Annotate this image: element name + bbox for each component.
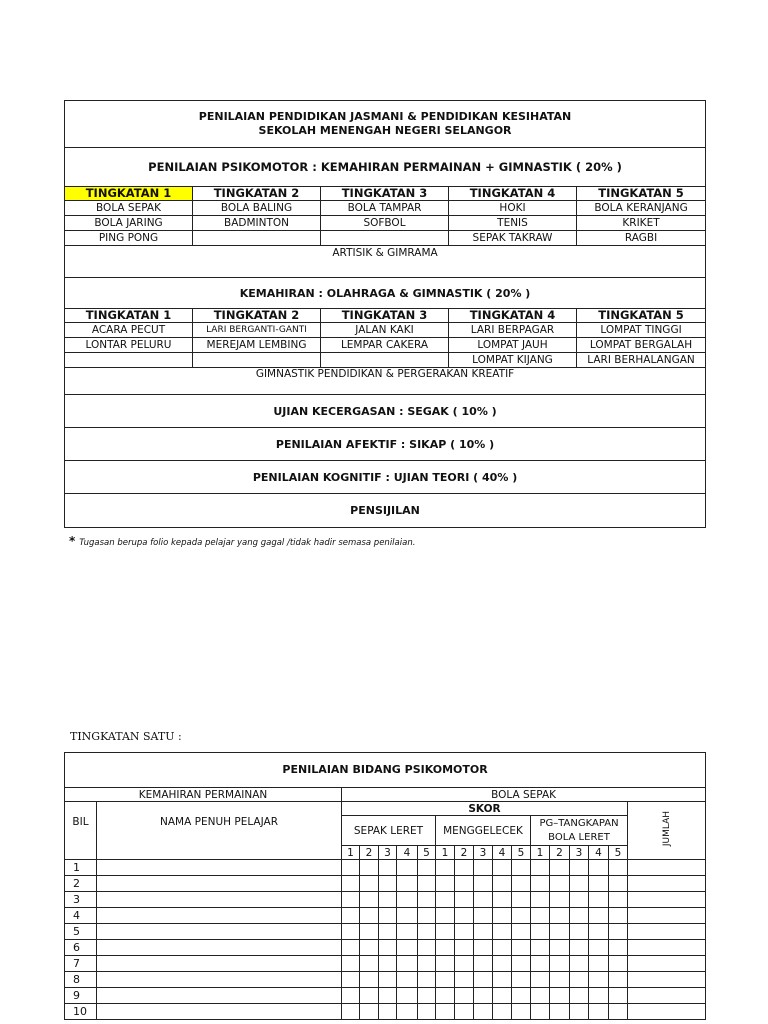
score-cell[interactable] (379, 924, 397, 940)
score-cell[interactable] (379, 988, 397, 1004)
total-cell[interactable] (628, 876, 706, 892)
score-cell[interactable] (342, 956, 360, 972)
table-row (65, 860, 706, 876)
scale-cell: 1 (531, 846, 550, 860)
game-cell: SEPAK TAKRAW (449, 231, 577, 246)
score-cell[interactable] (379, 908, 397, 924)
total-cell[interactable] (628, 988, 706, 1004)
row-number: 8 (65, 972, 97, 988)
score-cell[interactable] (609, 988, 628, 1004)
score-cell[interactable] (455, 924, 474, 940)
total-cell[interactable] (628, 924, 706, 940)
total-cell[interactable] (628, 1004, 706, 1020)
student-name-cell[interactable] (97, 876, 342, 892)
score-cell[interactable] (609, 892, 628, 908)
score-cell[interactable] (609, 908, 628, 924)
score-cell[interactable] (512, 940, 531, 956)
score-cell[interactable] (474, 1004, 493, 1020)
athletics-cell: LARI BERPAGAR (449, 323, 577, 338)
score-cell[interactable] (436, 988, 455, 1004)
score-cell[interactable] (436, 972, 455, 988)
row-number: 5 (65, 924, 97, 940)
level-header: TINGKATAN 4 (449, 309, 577, 323)
score-cell[interactable] (397, 892, 418, 908)
score-cell[interactable] (570, 1004, 589, 1020)
score-cell[interactable] (512, 908, 531, 924)
game-cell: BOLA JARING (65, 216, 193, 231)
game-cell (321, 231, 449, 246)
score-cell[interactable] (609, 940, 628, 956)
score-cell[interactable] (379, 1004, 397, 1020)
score-cell[interactable] (550, 892, 570, 908)
score-cell[interactable] (589, 860, 609, 876)
scale-cell: 3 (570, 846, 589, 860)
score-cell[interactable] (418, 908, 436, 924)
game-cell: BOLA BALING (193, 201, 321, 216)
score-cell[interactable] (418, 972, 436, 988)
asterisk: * (69, 534, 76, 548)
score-cell[interactable] (570, 924, 589, 940)
student-name-cell[interactable] (97, 940, 342, 956)
athletics-cell: MEREJAM LEMBING (193, 338, 321, 353)
score-cell[interactable] (531, 876, 550, 892)
score-cell[interactable] (360, 972, 379, 988)
score-cell[interactable] (550, 988, 570, 1004)
score-cell[interactable] (397, 972, 418, 988)
score-cell[interactable] (342, 940, 360, 956)
game-cell: BADMINTON (193, 216, 321, 231)
score-cell[interactable] (455, 892, 474, 908)
scale-cell: 4 (589, 846, 609, 860)
level-header: TINGKATAN 5 (577, 309, 706, 323)
score-cell[interactable] (493, 988, 512, 1004)
athletics-cell: LOMPAT BERGALAH (577, 338, 706, 353)
games-row (65, 231, 706, 246)
total-cell[interactable] (628, 972, 706, 988)
game-cell: RAGBI (577, 231, 706, 246)
score-cell[interactable] (455, 940, 474, 956)
skill-label: KEMAHIRAN PERMAINAN (65, 788, 342, 802)
game-cell: SOFBOL (321, 216, 449, 231)
game-cell: KRIKET (577, 216, 706, 231)
score-cell[interactable] (360, 892, 379, 908)
bil-header: BIL (65, 802, 97, 860)
level-header: TINGKATAN 2 (193, 309, 321, 323)
score-cell[interactable] (589, 908, 609, 924)
score-cell[interactable] (512, 988, 531, 1004)
score-cell[interactable] (342, 1004, 360, 1020)
scale-cell: 2 (455, 846, 474, 860)
scale-cell: 4 (493, 846, 512, 860)
score-cell[interactable] (397, 924, 418, 940)
score-cell[interactable] (397, 908, 418, 924)
score-cell[interactable] (360, 924, 379, 940)
assessment-table (64, 100, 706, 528)
score-cell[interactable] (360, 860, 379, 876)
row-number: 10 (65, 1004, 97, 1020)
title-line-1: PENILAIAN PENDIDIKAN JASMANI & PENDIDIKAN KESIHATAN (198, 110, 572, 123)
table-row (65, 972, 706, 988)
table-title (65, 101, 706, 148)
score-cell[interactable] (379, 956, 397, 972)
student-name-cell[interactable] (97, 988, 342, 1004)
scale-cell: 2 (550, 846, 570, 860)
total-cell[interactable] (628, 908, 706, 924)
row-number: 2 (65, 876, 97, 892)
scale-cell: 4 (397, 846, 418, 860)
score-cell[interactable] (474, 876, 493, 892)
score-cell[interactable] (418, 940, 436, 956)
row-number: 9 (65, 988, 97, 1004)
score-cell[interactable] (550, 876, 570, 892)
score-cell[interactable] (455, 860, 474, 876)
score-cell[interactable] (493, 876, 512, 892)
total-cell[interactable] (628, 860, 706, 876)
score-cell[interactable] (570, 892, 589, 908)
level-header-row (65, 309, 706, 323)
score-cell[interactable] (418, 988, 436, 1004)
score-cell[interactable] (609, 924, 628, 940)
score-cell[interactable] (360, 956, 379, 972)
score-cell[interactable] (570, 988, 589, 1004)
score-cell[interactable] (609, 860, 628, 876)
score-cell[interactable] (455, 876, 474, 892)
student-name-cell[interactable] (97, 908, 342, 924)
total-cell[interactable] (628, 956, 706, 972)
score-cell[interactable] (418, 860, 436, 876)
athletics-cell (321, 353, 449, 368)
scale-cell: 3 (379, 846, 397, 860)
games-row (65, 201, 706, 216)
score-cell[interactable] (360, 908, 379, 924)
score-cell[interactable] (397, 956, 418, 972)
score-cell[interactable] (493, 956, 512, 972)
score-cell[interactable] (455, 956, 474, 972)
level-header: TINGKATAN 3 (321, 187, 449, 201)
score-cell[interactable] (589, 924, 609, 940)
cognitive-assessment: PENILAIAN KOGNITIF : UJIAN TEORI ( 40% ) (65, 461, 706, 494)
score-cell[interactable] (418, 892, 436, 908)
game-cell: TENIS (449, 216, 577, 231)
score-cell[interactable] (418, 924, 436, 940)
athletics-cell (193, 353, 321, 368)
score-cell[interactable] (512, 1004, 531, 1020)
athletics-cell: JALAN KAKI (321, 323, 449, 338)
score-cell[interactable] (418, 876, 436, 892)
table-row (65, 924, 706, 940)
fitness-test: UJIAN KECERGASAN : SEGAK ( 10% ) (65, 395, 706, 428)
score-cell[interactable] (512, 860, 531, 876)
level-header: TINGKATAN 5 (577, 187, 706, 201)
score-cell[interactable] (609, 956, 628, 972)
score-cell[interactable] (360, 876, 379, 892)
row-number: 4 (65, 908, 97, 924)
level-header: TINGKATAN 4 (449, 187, 577, 201)
score-cell[interactable] (531, 972, 550, 988)
score-cell[interactable] (493, 940, 512, 956)
score-header: SKOR (342, 802, 628, 816)
athletics-cell: LOMPAT KIJANG (449, 353, 577, 368)
athletics-cell: LOMPAT TINGGI (577, 323, 706, 338)
athletics-row (65, 338, 706, 353)
student-rows (65, 860, 706, 1020)
athletics-row (65, 323, 706, 338)
game-cell (193, 231, 321, 246)
athletics-cell: LOMPAT JAUH (449, 338, 577, 353)
score-cell[interactable] (360, 1004, 379, 1020)
certification: PENSIJILAN (65, 494, 706, 528)
score-cell[interactable] (493, 860, 512, 876)
total-header (628, 802, 706, 860)
athletics-cell: LEMPAR CAKERA (321, 338, 449, 353)
score-cell[interactable] (550, 1004, 570, 1020)
score-cell[interactable] (531, 924, 550, 940)
score-cell[interactable] (589, 876, 609, 892)
score-cell[interactable] (512, 956, 531, 972)
score-cell[interactable] (570, 860, 589, 876)
table-row (65, 956, 706, 972)
score-cell[interactable] (589, 892, 609, 908)
student-name-cell[interactable] (97, 1004, 342, 1020)
score-cell[interactable] (550, 940, 570, 956)
score-cell[interactable] (342, 908, 360, 924)
score-cell[interactable] (436, 876, 455, 892)
level-header-row (65, 187, 706, 201)
score-cell[interactable] (379, 940, 397, 956)
game-cell: BOLA TAMPAR (321, 201, 449, 216)
score-cell[interactable] (342, 972, 360, 988)
score-cell[interactable] (589, 940, 609, 956)
score-cell[interactable] (455, 1004, 474, 1020)
table-row (65, 1004, 706, 1020)
table-row (65, 908, 706, 924)
score-cell[interactable] (397, 940, 418, 956)
psikomotor-heading: PENILAIAN PSIKOMOTOR : KEMAHIRAN PERMAINAN + GIMNASTIK ( 20% ) (65, 148, 706, 187)
score-cell[interactable] (474, 924, 493, 940)
form-title: PENILAIAN BIDANG PSIKOMOTOR (65, 753, 706, 788)
footnote (69, 534, 415, 548)
score-cell[interactable] (379, 860, 397, 876)
game-cell: PING PONG (65, 231, 193, 246)
score-form-table (64, 752, 706, 1020)
level-header: TINGKATAN 2 (193, 187, 321, 201)
score-cell[interactable] (531, 908, 550, 924)
score-cell[interactable] (379, 892, 397, 908)
athletics-cell: ACARA PECUT (65, 323, 193, 338)
score-cell[interactable] (550, 860, 570, 876)
title-line-2: SEKOLAH MENENGAH NEGERI SELANGOR (258, 124, 512, 137)
row-number: 7 (65, 956, 97, 972)
game-cell: HOKI (449, 201, 577, 216)
score-cell[interactable] (570, 940, 589, 956)
score-cell[interactable] (531, 860, 550, 876)
score-cell[interactable] (550, 972, 570, 988)
score-cell[interactable] (512, 972, 531, 988)
skill-group-header: SEPAK LERET (342, 816, 436, 846)
athletics-heading: KEMAHIRAN : OLAHRAGA & GIMNASTIK ( 20% ) (65, 278, 706, 309)
score-cell[interactable] (512, 924, 531, 940)
score-cell[interactable] (455, 972, 474, 988)
scale-cell: 5 (512, 846, 531, 860)
score-cell[interactable] (474, 860, 493, 876)
score-cell[interactable] (360, 988, 379, 1004)
score-cell[interactable] (474, 956, 493, 972)
score-cell[interactable] (397, 876, 418, 892)
skill-group-header: PG–TANGKAPAN BOLA LERET (531, 816, 628, 846)
score-cell[interactable] (493, 924, 512, 940)
score-cell[interactable] (436, 924, 455, 940)
student-name-cell[interactable] (97, 972, 342, 988)
score-cell[interactable] (418, 956, 436, 972)
row-number: 6 (65, 940, 97, 956)
score-cell[interactable] (474, 940, 493, 956)
scale-cell: 5 (418, 846, 436, 860)
table-row (65, 988, 706, 1004)
score-cell[interactable] (550, 956, 570, 972)
level-header: TINGKATAN 1 (65, 309, 193, 323)
score-cell[interactable] (436, 940, 455, 956)
score-cell[interactable] (589, 972, 609, 988)
level-header: TINGKATAN 1 (65, 187, 193, 201)
score-cell[interactable] (531, 1004, 550, 1020)
score-cell[interactable] (379, 972, 397, 988)
score-cell[interactable] (589, 956, 609, 972)
scale-cell: 1 (342, 846, 360, 860)
score-cell[interactable] (512, 876, 531, 892)
score-cell[interactable] (493, 908, 512, 924)
table-row (65, 892, 706, 908)
athletics-cell: LONTAR PELURU (65, 338, 193, 353)
student-name-cell[interactable] (97, 956, 342, 972)
score-cell[interactable] (474, 988, 493, 1004)
level-header: TINGKATAN 3 (321, 309, 449, 323)
score-cell[interactable] (493, 892, 512, 908)
table-row (65, 876, 706, 892)
athletics-cell: LARI BERGANTI-GANTI (193, 323, 321, 338)
score-cell[interactable] (609, 1004, 628, 1020)
score-cell[interactable] (550, 924, 570, 940)
score-cell[interactable] (436, 860, 455, 876)
score-cell[interactable] (474, 892, 493, 908)
score-cell[interactable] (379, 876, 397, 892)
score-cell[interactable] (531, 892, 550, 908)
score-cell[interactable] (436, 892, 455, 908)
score-cell[interactable] (531, 940, 550, 956)
skill-group-header: MENGGELECEK (436, 816, 531, 846)
table-row (65, 940, 706, 956)
score-cell[interactable] (436, 1004, 455, 1020)
score-cell[interactable] (550, 908, 570, 924)
athletics-note: GIMNASTIK PENDIDIKAN & PERGERAKAN KREATIF (65, 368, 706, 395)
score-cell[interactable] (397, 1004, 418, 1020)
scale-cell: 1 (436, 846, 455, 860)
score-cell[interactable] (436, 908, 455, 924)
score-cell[interactable] (531, 988, 550, 1004)
score-cell[interactable] (570, 956, 589, 972)
score-cell[interactable] (609, 876, 628, 892)
score-cell[interactable] (397, 860, 418, 876)
total-cell[interactable] (628, 892, 706, 908)
scale-cell: 3 (474, 846, 493, 860)
score-cell[interactable] (436, 956, 455, 972)
score-cell[interactable] (342, 876, 360, 892)
score-cell[interactable] (342, 988, 360, 1004)
score-cell[interactable] (512, 892, 531, 908)
score-cell[interactable] (570, 972, 589, 988)
score-cell[interactable] (589, 988, 609, 1004)
form-caption: TINGKATAN SATU : (70, 730, 182, 743)
game-cell: BOLA SEPAK (65, 201, 193, 216)
score-cell[interactable] (397, 988, 418, 1004)
score-cell[interactable] (493, 1004, 512, 1020)
student-name-cell[interactable] (97, 860, 342, 876)
games-row (65, 216, 706, 231)
name-header: NAMA PENUH PELAJAR (97, 802, 342, 860)
scale-cell: 2 (360, 846, 379, 860)
score-cell[interactable] (342, 924, 360, 940)
score-cell[interactable] (493, 972, 512, 988)
game-label: BOLA SEPAK (342, 788, 706, 802)
games-note: ARTISIK & GIMRAMA (65, 246, 706, 278)
score-cell[interactable] (609, 972, 628, 988)
scale-cell: 5 (609, 846, 628, 860)
total-cell[interactable] (628, 940, 706, 956)
athletics-cell (65, 353, 193, 368)
score-cell[interactable] (418, 1004, 436, 1020)
total-label: JUMLAH (661, 811, 672, 847)
affective-assessment: PENILAIAN AFEKTIF : SIKAP ( 10% ) (65, 428, 706, 461)
row-number: 3 (65, 892, 97, 908)
score-cell[interactable] (570, 876, 589, 892)
game-cell: BOLA KERANJANG (577, 201, 706, 216)
athletics-row (65, 353, 706, 368)
athletics-cell: LARI BERHALANGAN (577, 353, 706, 368)
student-name-cell[interactable] (97, 924, 342, 940)
student-name-cell[interactable] (97, 892, 342, 908)
score-cell[interactable] (360, 940, 379, 956)
score-cell[interactable] (531, 956, 550, 972)
footnote-text: Tugasan berupa folio kepada pelajar yang gagal /tidak hadir semasa penilaian. (79, 538, 416, 548)
score-cell[interactable] (570, 908, 589, 924)
score-cell[interactable] (455, 988, 474, 1004)
score-cell[interactable] (342, 892, 360, 908)
score-cell[interactable] (474, 908, 493, 924)
score-cell[interactable] (589, 1004, 609, 1020)
score-cell[interactable] (455, 908, 474, 924)
score-cell[interactable] (474, 972, 493, 988)
score-cell[interactable] (342, 860, 360, 876)
row-number: 1 (65, 860, 97, 876)
